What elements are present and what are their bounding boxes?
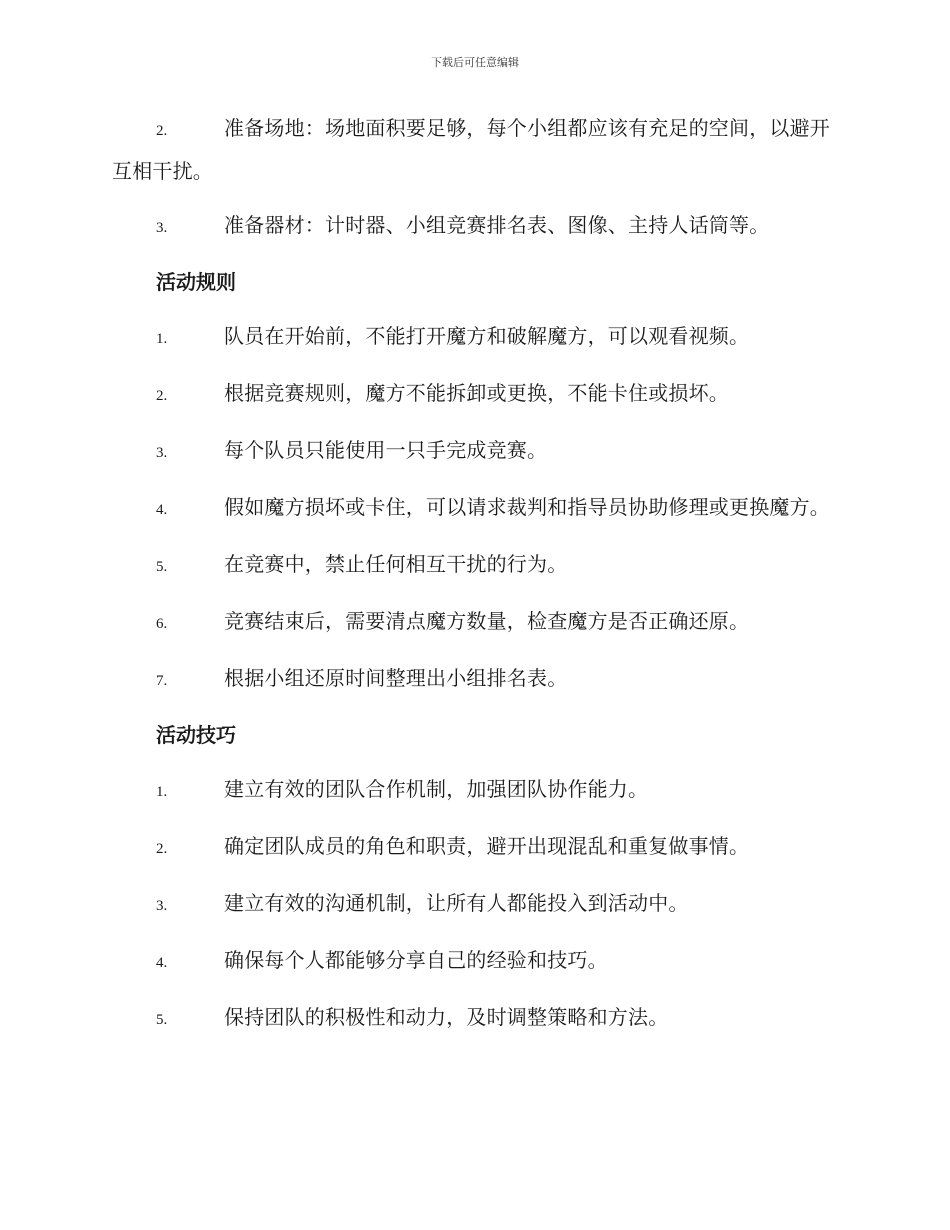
list-number: 4. (156, 955, 168, 971)
list-item (112, 658, 836, 701)
list-text: 假如魔方损坏或卡住，可以请求裁判和指导员协助修理或更换魔方。 (224, 495, 830, 519)
list-item (112, 997, 836, 1040)
list-item (112, 205, 836, 248)
list-text: 确保每个人都能够分享自己的经验和技巧。 (224, 948, 608, 972)
list-number: 2. (156, 841, 168, 857)
list-number: 6. (156, 616, 168, 632)
list-item (112, 487, 836, 530)
list-text: 确定团队成员的角色和职责，避开出现混乱和重复做事情。 (224, 834, 750, 858)
list-item (112, 601, 836, 644)
list-item (112, 826, 836, 869)
list-item (112, 108, 836, 191)
list-item (112, 373, 836, 416)
list-text: 在竞赛中，禁止任何相互干扰的行为。 (224, 552, 568, 576)
list-item (112, 769, 836, 812)
list-number: 3. (156, 898, 168, 914)
list-item (112, 544, 836, 587)
list-item (112, 430, 836, 473)
list-text: 保持团队的积极性和动力，及时调整策略和方法。 (224, 1005, 669, 1029)
list-number: 7. (156, 673, 168, 689)
list-text: 准备器材：计时器、小组竞赛排名表、图像、主持人话筒等。 (224, 213, 770, 237)
list-number: 2. (156, 123, 168, 139)
list-number: 1. (156, 784, 168, 800)
section-heading-tips: 活动技巧 (156, 723, 236, 747)
page-header-note: 下载后可任意编辑 (431, 56, 519, 69)
list-text: 建立有效的团队合作机制，加强团队协作能力。 (224, 777, 649, 801)
section-heading-rules: 活动规则 (156, 270, 236, 294)
list-number: 5. (156, 1012, 168, 1028)
list-number: 2. (156, 388, 168, 404)
list-item (112, 316, 836, 359)
list-number: 4. (156, 502, 168, 518)
list-number: 3. (156, 445, 168, 461)
list-text: 竞赛结束后，需要清点魔方数量，检查魔方是否正确还原。 (224, 609, 750, 633)
list-item (112, 940, 836, 983)
list-number: 1. (156, 331, 168, 347)
list-item (112, 883, 836, 926)
list-text: 根据竞赛规则，魔方不能拆卸或更换，不能卡住或损坏。 (224, 381, 729, 405)
list-text: 队员在开始前，不能打开魔方和破解魔方，可以观看视频。 (224, 324, 750, 348)
list-number: 3. (156, 220, 168, 236)
list-text: 每个队员只能使用一只手完成竞赛。 (224, 438, 548, 462)
document-body (112, 108, 836, 1054)
list-text: 建立有效的沟通机制，让所有人都能投入到活动中。 (224, 891, 689, 915)
list-text: 准备场地：场地面积要足够，每个小组都应该有充足的空间，以避开互相干扰。 (112, 116, 830, 183)
list-number: 5. (156, 559, 168, 575)
list-text: 根据小组还原时间整理出小组排名表。 (224, 666, 568, 690)
